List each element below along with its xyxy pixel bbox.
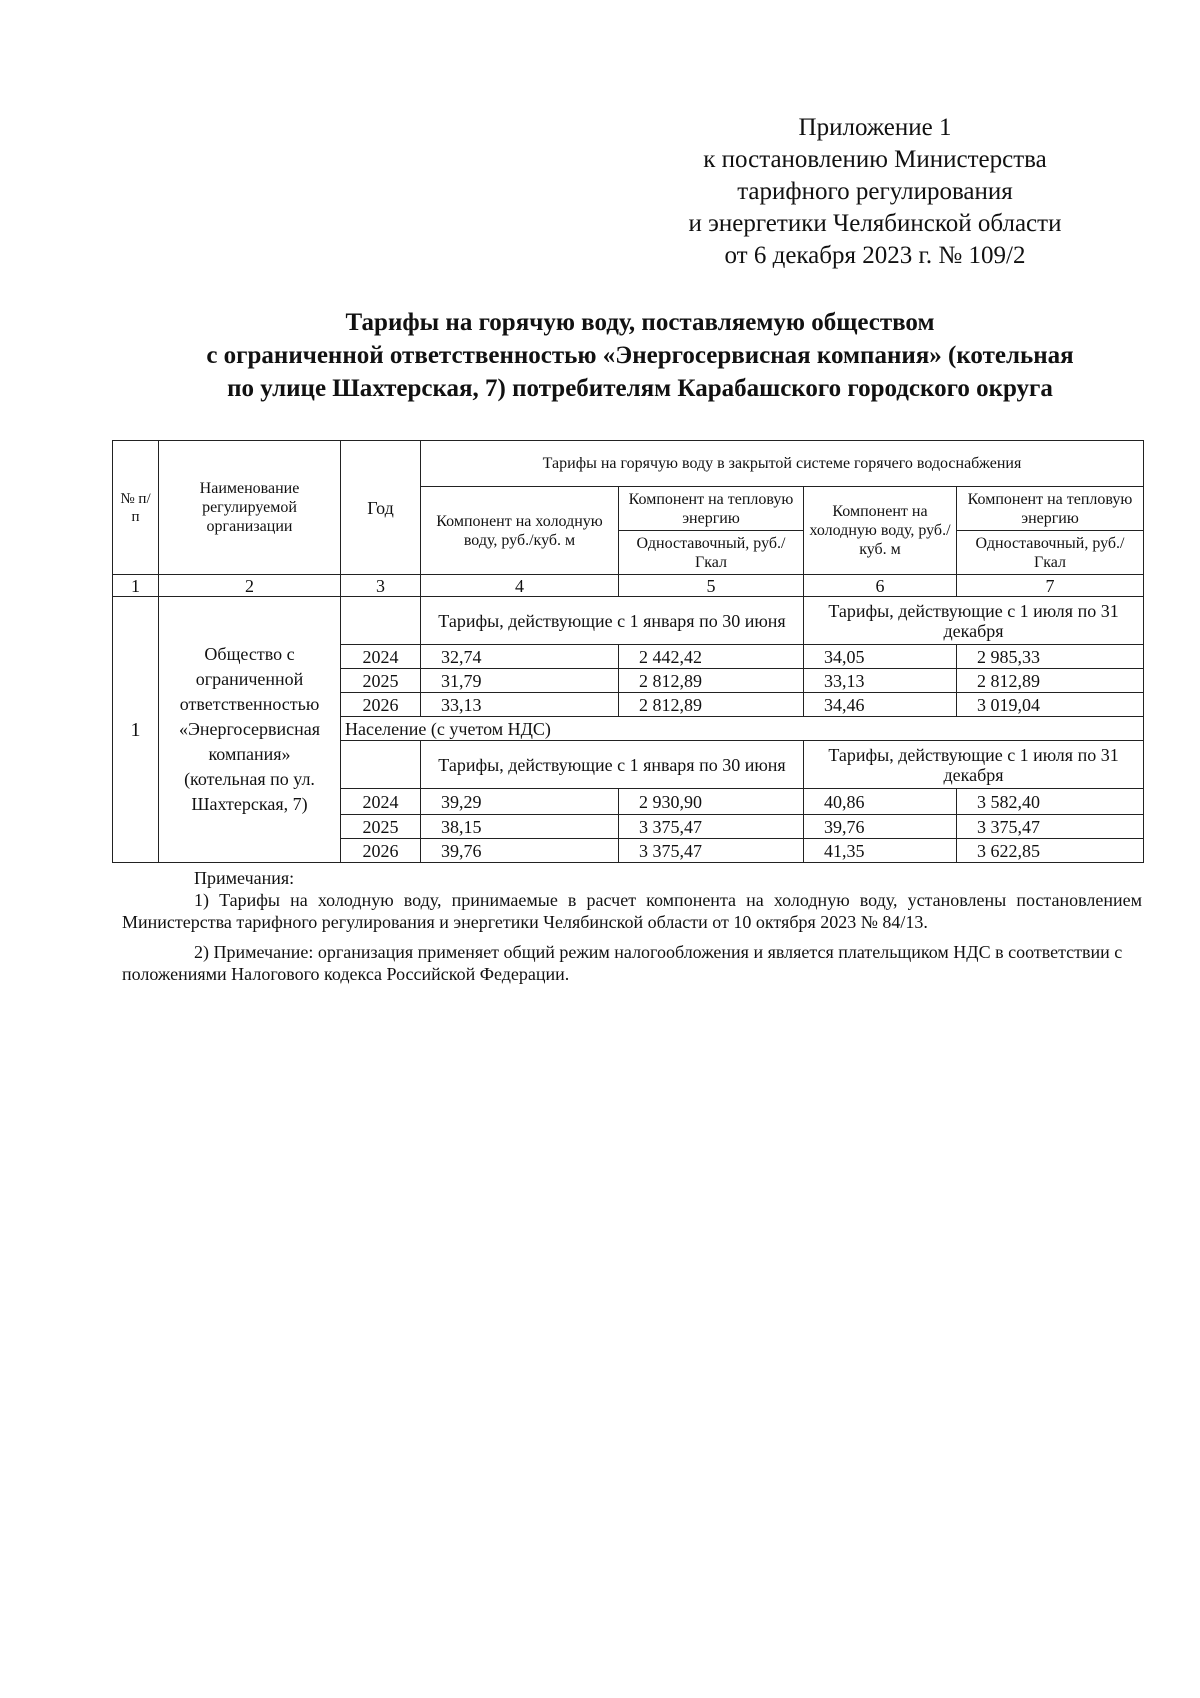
header-line: от 6 декабря 2023 г. № 109/2 bbox=[724, 242, 1026, 269]
cold-value: 34,46 bbox=[804, 693, 957, 717]
col-header-tariff-group: Тарифы на горячую воду в закрытой системе горячего водоснабжения bbox=[421, 441, 1144, 487]
column-number: 7 bbox=[957, 575, 1144, 597]
heat-value: 3 375,47 bbox=[619, 839, 804, 863]
col-header-year: Год bbox=[341, 441, 421, 575]
empty-year-cell bbox=[341, 741, 421, 789]
heat-value: 3 375,47 bbox=[619, 815, 804, 839]
heat-value: 2 442,42 bbox=[619, 645, 804, 669]
title-line: по улице Шахтерская, 7) потребителям Карабашского городского округа bbox=[227, 375, 1053, 402]
empty-year-cell bbox=[341, 597, 421, 645]
heat-value: 3 622,85 bbox=[957, 839, 1144, 863]
cold-value: 32,74 bbox=[421, 645, 619, 669]
year-cell: 2026 bbox=[341, 839, 421, 863]
period-label-second-half: Тарифы, действующие с 1 июля по 31 декабря bbox=[804, 741, 1144, 789]
col-header-cold-component-1: Компонент на холодную воду, руб./куб. м bbox=[421, 487, 619, 575]
notes-label: Примечания: bbox=[194, 868, 295, 888]
appendix-header bbox=[640, 112, 1110, 272]
heat-value: 2 812,89 bbox=[619, 669, 804, 693]
organization-line: ответственностью bbox=[179, 694, 320, 714]
title-line: Тарифы на горячую воду, поставляемую обществом bbox=[345, 309, 935, 336]
col-header-organization: Наименование регулируемой организации bbox=[159, 441, 341, 575]
organization-line: Общество с bbox=[204, 644, 295, 664]
column-number: 5 bbox=[619, 575, 804, 597]
note-1: 1) Тарифы на холодную воду, принимаемые в расчет компонента на холодную воду, установлены постановлением Министерства тарифного регулирования и энергетики Челябинской области от 10 октября 2023 № 84/13. bbox=[122, 890, 1142, 932]
heat-value: 2 985,33 bbox=[957, 645, 1144, 669]
heat-value: 3 582,40 bbox=[957, 789, 1144, 815]
heat-value: 2 812,89 bbox=[957, 669, 1144, 693]
header-line: и энергетики Челябинской области bbox=[688, 210, 1062, 237]
cold-value: 41,35 bbox=[804, 839, 957, 863]
header-line: к постановлению Министерства bbox=[703, 146, 1047, 173]
col-header-heat-component-2: Компонент на тепловую энергию bbox=[957, 487, 1144, 531]
title-line: с ограниченной ответственностью «Энергосервисная компания» (котельная bbox=[206, 342, 1074, 369]
cold-value: 33,13 bbox=[421, 693, 619, 717]
cold-value: 34,05 bbox=[804, 645, 957, 669]
col-header-number: № п/п bbox=[113, 441, 159, 575]
organization-line: (котельная по ул. bbox=[184, 769, 315, 789]
header-line: Приложение 1 bbox=[798, 114, 952, 141]
header-line: тарифного регулирования bbox=[737, 178, 1013, 205]
heat-value: 3 375,47 bbox=[957, 815, 1144, 839]
year-cell: 2024 bbox=[341, 645, 421, 669]
cold-value: 40,86 bbox=[804, 789, 957, 815]
cold-value: 38,15 bbox=[421, 815, 619, 839]
cold-value: 39,76 bbox=[421, 839, 619, 863]
col-header-heat-rate-2: Одноставочный, руб./Гкал bbox=[957, 531, 1144, 575]
population-label: Население (с учетом НДС) bbox=[341, 717, 1144, 741]
year-cell: 2025 bbox=[341, 669, 421, 693]
cold-value: 31,79 bbox=[421, 669, 619, 693]
column-numbers-row bbox=[113, 575, 1144, 597]
row-number: 1 bbox=[113, 597, 159, 863]
year-cell: 2026 bbox=[341, 693, 421, 717]
col-header-heat-component-1: Компонент на тепловую энергию bbox=[619, 487, 804, 531]
column-number: 3 bbox=[341, 575, 421, 597]
column-number: 6 bbox=[804, 575, 957, 597]
cold-value: 33,13 bbox=[804, 669, 957, 693]
organization-name bbox=[159, 597, 341, 863]
year-cell: 2025 bbox=[341, 815, 421, 839]
col-header-cold-component-2: Компонент на холодную воду, руб./куб. м bbox=[804, 487, 957, 575]
column-number: 1 bbox=[113, 575, 159, 597]
year-cell: 2024 bbox=[341, 789, 421, 815]
document-title bbox=[100, 306, 1180, 405]
period-label-first-half: Тарифы, действующие с 1 января по 30 июня bbox=[421, 597, 804, 645]
note-2: 2) Примечание: организация применяет общий режим налогообложения и является плательщиком НДС в соответствии с положениями Налогового кодекса Российской Федерации. bbox=[122, 942, 1123, 984]
notes-section bbox=[122, 867, 1142, 985]
column-number: 4 bbox=[421, 575, 619, 597]
organization-line: ограниченной bbox=[195, 669, 304, 689]
period-label-first-half: Тарифы, действующие с 1 января по 30 июня bbox=[421, 741, 804, 789]
heat-value: 3 019,04 bbox=[957, 693, 1144, 717]
organization-line: Шахтерская, 7) bbox=[191, 794, 308, 814]
col-header-heat-rate-1: Одноставочный, руб./Гкал bbox=[619, 531, 804, 575]
cold-value: 39,76 bbox=[804, 815, 957, 839]
tariff-table bbox=[112, 440, 1144, 863]
cold-value: 39,29 bbox=[421, 789, 619, 815]
heat-value: 2 930,90 bbox=[619, 789, 804, 815]
organization-line: компания» bbox=[208, 744, 291, 764]
period-label-second-half: Тарифы, действующие с 1 июля по 31 декабря bbox=[804, 597, 1144, 645]
column-number: 2 bbox=[159, 575, 341, 597]
heat-value: 2 812,89 bbox=[619, 693, 804, 717]
organization-line: «Энергосервисная bbox=[178, 719, 321, 739]
